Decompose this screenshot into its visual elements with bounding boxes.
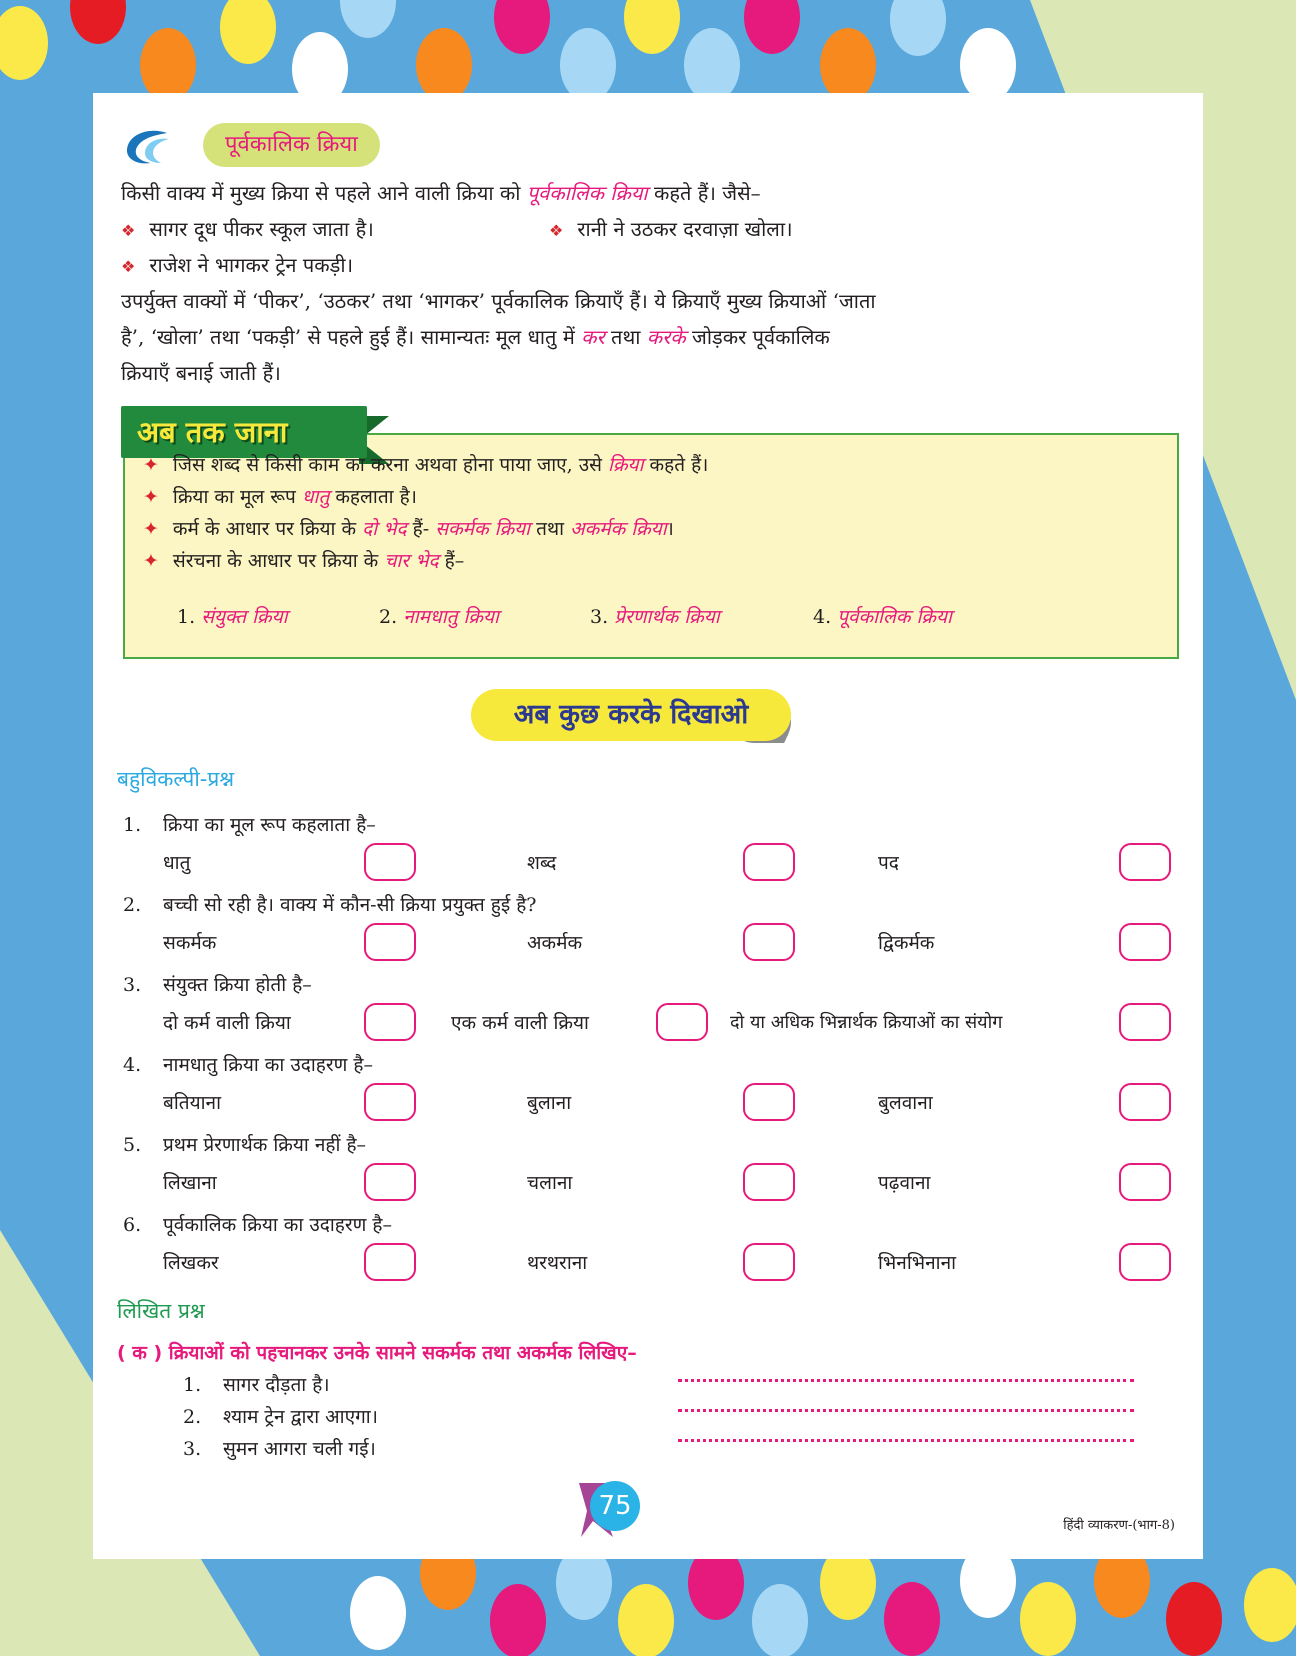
question-text: नामधातु क्रिया का उदाहरण है– <box>163 1054 373 1076</box>
question-2 <box>123 891 537 919</box>
question-text: बच्ची सो रही है। वाक्य में कौन-सी क्रिया प्रयुक्त हुई है? <box>163 894 537 916</box>
option-label: एक कर्म वाली क्रिया <box>451 1012 589 1034</box>
answer-checkbox[interactable] <box>364 1163 416 1201</box>
question-text: संयुक्त क्रिया होती है– <box>163 974 312 996</box>
question-number: 4. <box>123 1054 142 1076</box>
explanation-text: उपर्युक्त वाक्यों में ‘पीकर’, ‘उठकर’ तथा ‘भागकर’ पूर्वकालिक क्रियाएँ हैं। ये क्रियाएँ मुख्य क्रियाओं ‘जाता <box>121 289 876 313</box>
type-num: 3. <box>590 606 609 628</box>
written-instruction: ( क ) क्रियाओं को पहचानकर उनके सामने सकर्मक तथा अकर्मक लिखिए– <box>117 1342 637 1364</box>
suffix-kar: कर <box>581 325 605 349</box>
decor-dot <box>1094 1556 1150 1618</box>
answer-checkbox[interactable] <box>364 1083 416 1121</box>
star-bullet-icon: ✦ <box>143 454 159 476</box>
bottom-dot-border <box>0 1556 1296 1656</box>
written-heading: लिखित प्रश्न <box>117 1299 205 1323</box>
diamond-bullet-icon: ❖ <box>121 221 136 240</box>
answer-checkbox[interactable] <box>364 1243 416 1281</box>
option-label: थरथराना <box>527 1252 588 1274</box>
item-text: सागर दौड़ता है। <box>223 1374 330 1396</box>
type-num: 1. <box>177 606 196 628</box>
example-row-1 <box>121 211 1173 249</box>
diamond-bullet-icon: ❖ <box>549 221 564 240</box>
recap-text: कहते हैं। <box>643 454 709 476</box>
question-3 <box>123 971 312 999</box>
verb-type-3 <box>590 603 720 629</box>
answer-line[interactable] <box>678 1439 1134 1442</box>
recap-item <box>143 515 674 543</box>
recap-title: अब तक जाना <box>137 415 288 449</box>
answer-checkbox[interactable] <box>1119 843 1171 881</box>
question-number: 1. <box>123 814 142 836</box>
item-number: 3. <box>183 1438 202 1460</box>
option-label: चलाना <box>527 1172 573 1194</box>
page-number: 75 <box>590 1481 640 1531</box>
recap-term: चार भेद <box>384 550 439 572</box>
mcq-heading: बहुविकल्पी-प्रश्न <box>117 767 235 791</box>
explanation-line-1 <box>121 283 1173 319</box>
question-number: 6. <box>123 1214 142 1236</box>
recap-item <box>143 547 464 575</box>
option-label: शब्द <box>527 852 557 874</box>
answer-checkbox[interactable] <box>743 1083 795 1121</box>
recap-text: जिस शब्द से किसी काम का करना अथवा होना पाया जाए, उसे <box>172 454 609 476</box>
decor-dot <box>420 1556 476 1610</box>
option-label: दो या अधिक भिन्नार्थक क्रियाओं का संयोग <box>730 1012 1003 1033</box>
book-title: हिंदी व्याकरण-(भाग-8) <box>1063 1518 1175 1533</box>
option-label: धातु <box>163 852 191 874</box>
type-label: पूर्वकालिक क्रिया <box>837 606 952 628</box>
star-bullet-icon: ✦ <box>143 550 159 572</box>
item-number: 2. <box>183 1406 202 1428</box>
explanation-text: जोड़कर पूर्वकालिक <box>685 325 830 349</box>
recap-item <box>143 451 708 479</box>
question-number: 2. <box>123 894 142 916</box>
swirl-icon <box>121 127 171 167</box>
definition-text-end: कहते हैं। जैसे– <box>647 181 761 205</box>
example-row-2 <box>121 247 1173 285</box>
top-dot-border <box>0 0 1296 100</box>
question-1 <box>123 811 376 839</box>
decor-dot <box>0 6 48 80</box>
answer-checkbox[interactable] <box>1119 1003 1171 1041</box>
explanation-line-3 <box>121 355 1173 391</box>
answer-checkbox[interactable] <box>364 1003 416 1041</box>
decor-dot <box>70 0 126 44</box>
example-sentence: रानी ने उठकर दरवाज़ा खोला। <box>577 217 793 241</box>
option-label: अकर्मक <box>527 932 583 954</box>
suffix-karke: करके <box>646 325 686 349</box>
option-label: भिनभिनाना <box>878 1252 957 1274</box>
option-label: बुलवाना <box>878 1092 933 1114</box>
decor-dot <box>684 28 740 100</box>
star-bullet-icon: ✦ <box>143 486 159 508</box>
option-label: बुलाना <box>527 1092 572 1114</box>
verb-type-4 <box>813 603 952 629</box>
decor-dot <box>556 1556 612 1620</box>
decor-dot <box>624 0 680 54</box>
star-bullet-icon: ✦ <box>143 518 159 540</box>
question-5 <box>123 1131 366 1159</box>
recap-text: । <box>666 518 674 540</box>
question-text: क्रिया का मूल रूप कहलाता है– <box>163 814 376 836</box>
question-number: 3. <box>123 974 142 996</box>
explanation-text: है’, ‘खोला’ तथा ‘पकड़ी’ से पहले हुई हैं। सामान्यतः मूल धातु में <box>121 325 582 349</box>
decor-dot <box>560 28 616 100</box>
option-label: सकर्मक <box>163 932 217 954</box>
recap-term: सकर्मक क्रिया <box>435 518 531 540</box>
type-label: संयुक्त क्रिया <box>201 606 288 628</box>
option-label: पढ़वाना <box>878 1172 931 1194</box>
written-item-3 <box>183 1435 376 1463</box>
decor-dot <box>752 1584 808 1656</box>
decor-dot <box>490 1584 546 1656</box>
explanation-text: क्रियाएँ बनाई जाती हैं। <box>121 361 281 385</box>
recap-text: कहलाता है। <box>329 486 417 508</box>
answer-checkbox[interactable] <box>743 843 795 881</box>
answer-checkbox[interactable] <box>1119 923 1171 961</box>
written-item-2 <box>183 1403 378 1431</box>
example-sentence: राजेश ने भागकर ट्रेन पकड़ी। <box>149 253 354 277</box>
question-6 <box>123 1211 392 1239</box>
decor-dot <box>744 0 800 54</box>
option-label: पद <box>878 852 899 874</box>
textbook-page <box>93 93 1203 1559</box>
decor-dot <box>618 1584 674 1656</box>
answer-checkbox[interactable] <box>743 1163 795 1201</box>
type-num: 4. <box>813 606 832 628</box>
decor-dot <box>350 1576 406 1650</box>
option-label: दो कर्म वाली क्रिया <box>163 1012 291 1034</box>
option-label: लिखकर <box>163 1252 219 1274</box>
recap-term: अकर्मक क्रिया <box>570 518 667 540</box>
decor-dot <box>1244 1568 1296 1642</box>
recap-term: दो भेद <box>362 518 407 540</box>
answer-line[interactable] <box>678 1379 1134 1382</box>
recap-text: तथा <box>530 518 571 540</box>
decor-dot <box>1166 1582 1222 1656</box>
decor-dot <box>960 1556 1016 1618</box>
decor-dot <box>688 1556 744 1620</box>
explanation-line-2 <box>121 319 1173 355</box>
verb-type-2 <box>379 603 499 629</box>
decor-dot <box>820 28 876 100</box>
decor-dot <box>340 0 396 38</box>
type-label: नामधातु क्रिया <box>403 606 499 628</box>
recap-text: हैं– <box>438 550 465 572</box>
option-label: लिखाना <box>163 1172 217 1194</box>
decor-dot <box>140 28 196 100</box>
recap-text: कर्म के आधार पर क्रिया के <box>172 518 363 540</box>
answer-checkbox[interactable] <box>1119 1163 1171 1201</box>
question-text: प्रथम प्रेरणार्थक क्रिया नहीं है– <box>163 1134 367 1156</box>
example-sentence: सागर दूध पीकर स्कूल जाता है। <box>149 217 374 241</box>
answer-checkbox[interactable] <box>1119 1243 1171 1281</box>
explanation-text: तथा <box>604 325 647 349</box>
decor-dot <box>1020 1582 1076 1656</box>
recap-term: धातु <box>301 486 330 508</box>
written-item-1 <box>183 1371 330 1399</box>
decor-dot <box>960 28 1016 100</box>
decor-dot <box>292 32 348 100</box>
type-label: प्रेरणार्थक क्रिया <box>614 606 720 628</box>
section-title: पूर्वकालिक क्रिया <box>203 123 380 167</box>
item-text: श्याम ट्रेन द्वारा आएगा। <box>223 1406 378 1428</box>
activity-title: अब कुछ करके दिखाओ <box>471 689 791 741</box>
answer-line[interactable] <box>678 1409 1134 1412</box>
item-text: सुमन आगरा चली गई। <box>223 1438 376 1460</box>
verb-type-1 <box>177 603 288 629</box>
question-number: 5. <box>123 1134 142 1156</box>
answer-checkbox[interactable] <box>743 1243 795 1281</box>
question-text: पूर्वकालिक क्रिया का उदाहरण है– <box>163 1214 392 1236</box>
decor-dot <box>884 1582 940 1656</box>
answer-checkbox[interactable] <box>1119 1083 1171 1121</box>
definition-text: किसी वाक्य में मुख्य क्रिया से पहले आने वाली क्रिया को <box>121 181 527 205</box>
decor-dot <box>494 0 550 54</box>
decor-dot <box>416 28 472 100</box>
answer-checkbox[interactable] <box>743 923 795 961</box>
option-label: बतियाना <box>163 1092 222 1114</box>
recap-text: संरचना के आधार पर क्रिया के <box>172 550 385 572</box>
recap-text: हैं- <box>406 518 436 540</box>
decor-dot <box>220 0 276 64</box>
option-label: द्विकर्मक <box>878 932 935 954</box>
answer-checkbox[interactable] <box>364 843 416 881</box>
decor-dot <box>890 0 946 56</box>
recap-text: क्रिया का मूल रूप <box>172 486 302 508</box>
item-number: 1. <box>183 1374 202 1396</box>
definition-term: पूर्वकालिक क्रिया <box>526 181 648 205</box>
example-second <box>549 211 793 249</box>
question-4 <box>123 1051 373 1079</box>
recap-item <box>143 483 417 511</box>
answer-checkbox[interactable] <box>656 1003 708 1041</box>
type-num: 2. <box>379 606 398 628</box>
definition-paragraph <box>121 175 1173 211</box>
recap-term: क्रिया <box>608 454 644 476</box>
diamond-bullet-icon: ❖ <box>121 257 136 276</box>
answer-checkbox[interactable] <box>364 923 416 961</box>
decor-dot <box>820 1556 876 1620</box>
